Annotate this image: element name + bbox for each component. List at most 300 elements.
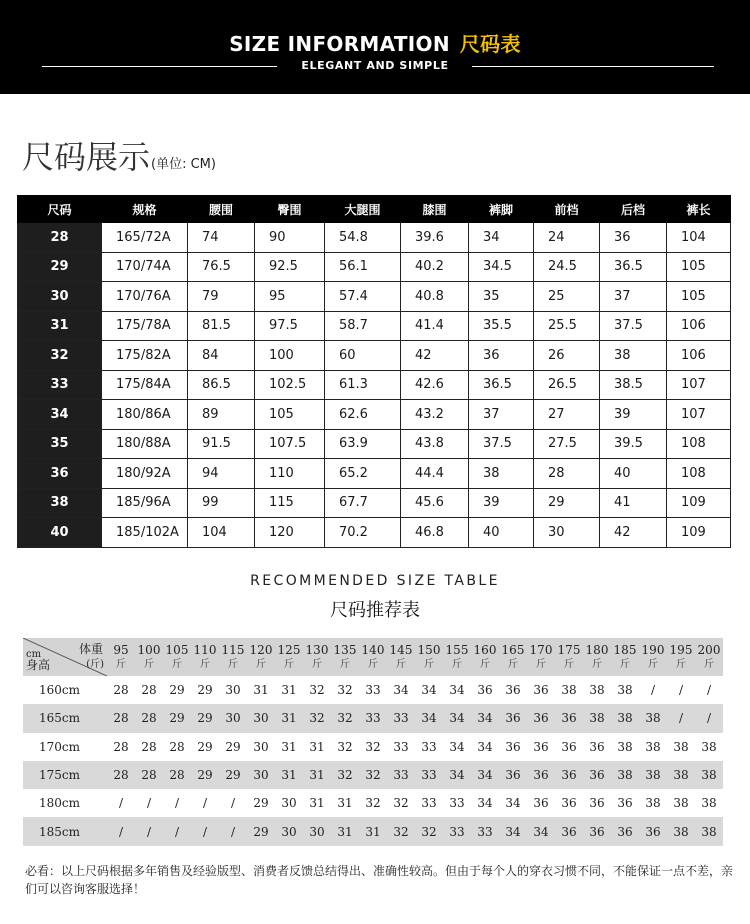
recommend-row: [23, 676, 723, 704]
size-table-row: [18, 488, 731, 518]
recommended-size-cell: 29: [169, 683, 185, 698]
recommended-size-cell: 34: [415, 704, 443, 732]
size-table-cell: 105: [667, 252, 731, 282]
recommended-size-cell: 36: [533, 796, 549, 811]
size-table-row: [18, 311, 731, 341]
recommended-size-cell: 32: [337, 739, 353, 754]
size-table-cell: 185/102A: [102, 518, 188, 548]
corner-height-label: 身高: [26, 658, 51, 672]
weight-header-cell: [247, 638, 275, 676]
recommended-size-cell: 38: [667, 761, 695, 789]
recommended-size-cell: 29: [247, 817, 275, 845]
recommended-size-cell: /: [650, 683, 656, 698]
height-label-cell: 170cm: [39, 739, 81, 754]
weight-value: 190: [641, 642, 665, 657]
recommended-size-cell: 36: [555, 704, 583, 732]
recommended-size-cell: 30: [281, 796, 297, 811]
weight-unit: 斤: [452, 658, 462, 670]
size-table-row: [18, 429, 731, 459]
weight-unit: 斤: [368, 658, 378, 670]
weight-header-cell: [555, 638, 583, 676]
size-table-cell: 42: [600, 518, 667, 548]
size-table-cell: 58.7: [325, 311, 401, 341]
size-table-cell: 36.5: [600, 252, 667, 282]
size-label-cell: 40: [18, 518, 102, 548]
recommend-row: [23, 761, 723, 789]
recommended-size-cell: 36: [505, 683, 521, 698]
size-table-row: [18, 223, 731, 253]
recommended-size-cell: 36: [583, 761, 611, 789]
size-table-cell: 165/72A: [102, 223, 188, 253]
recommended-size-cell: 32: [365, 739, 381, 754]
recommended-size-cell: 30: [247, 761, 275, 789]
size-table-cell: 26: [534, 341, 600, 371]
recommended-size-cell: 36: [611, 817, 639, 845]
weight-value: 130: [305, 642, 329, 657]
recommended-size-cell: 29: [191, 761, 219, 789]
recommended-size-cell: 31: [281, 739, 297, 754]
size-table-cell: 57.4: [325, 282, 401, 312]
recommended-size-cell: 34: [505, 796, 521, 811]
weight-header-cell: [667, 638, 695, 676]
recommended-size-cell: 36: [639, 817, 667, 845]
size-table-cell: 94: [188, 459, 255, 489]
recommended-size-cell: 32: [331, 761, 359, 789]
size-table-cell: 38: [469, 459, 534, 489]
recommended-size-cell: /: [678, 683, 684, 698]
recommended-size-cell: 34: [499, 817, 527, 845]
weight-header-cell: [107, 638, 135, 676]
size-table-cell: 79: [188, 282, 255, 312]
recommended-size-cell: 31: [253, 683, 269, 698]
recommended-size-cell: 38: [701, 739, 717, 754]
size-table-cell: 175/78A: [102, 311, 188, 341]
size-table-cell: 175/82A: [102, 341, 188, 371]
size-section-unit: (单位: CM): [151, 157, 216, 172]
header-banner: [0, 0, 750, 94]
recommended-size-cell: 38: [695, 761, 723, 789]
size-table-cell: 36: [600, 223, 667, 253]
size-table-cell: 30: [534, 518, 600, 548]
size-table-cell: 63.9: [325, 429, 401, 459]
weight-value: 110: [193, 642, 217, 657]
size-table-cell: 36.5: [469, 370, 534, 400]
recommended-size-cell: 31: [309, 739, 325, 754]
size-table-header-cell: 尺码: [18, 196, 102, 223]
size-table-cell: 95: [255, 282, 325, 312]
size-table-cell: 115: [255, 488, 325, 518]
size-table-cell: 34: [469, 223, 534, 253]
recommended-size-cell: 32: [359, 761, 387, 789]
size-table-cell: 175/84A: [102, 370, 188, 400]
size-table-cell: 84: [188, 341, 255, 371]
weight-header-cell: [611, 638, 639, 676]
size-label-cell: 35: [18, 429, 102, 459]
recommended-size-cell: 28: [141, 683, 157, 698]
banner-divider-right: [472, 66, 714, 67]
weight-value: 175: [557, 642, 581, 657]
weight-value: 140: [361, 642, 385, 657]
recommended-size-cell: 33: [387, 761, 415, 789]
size-table-cell: 76.5: [188, 252, 255, 282]
weight-unit: 斤: [144, 658, 154, 670]
weight-header-cell: [527, 638, 555, 676]
weight-unit: 斤: [592, 658, 602, 670]
recommended-size-cell: 32: [365, 796, 381, 811]
recommended-size-cell: 34: [443, 761, 471, 789]
recommended-size-cell: 28: [107, 704, 135, 732]
weight-header-cell: [303, 638, 331, 676]
weight-unit: 斤: [508, 658, 518, 670]
size-table-cell: 61.3: [325, 370, 401, 400]
recommend-title-cn: 尺码推荐表: [330, 600, 420, 621]
recommended-size-cell: /: [202, 796, 208, 811]
recommended-size-cell: 28: [107, 761, 135, 789]
size-table-cell: 37.5: [469, 429, 534, 459]
notice-text: 必看：以上尺码根据多年销售及经验版型、消费者反馈总结得出、准确性较高。但由于每个人的穿衣习惯不同，不能保证一点不差，亲们可以咨询客服选择！: [25, 864, 734, 896]
corner-jin-label: (斤): [86, 659, 104, 670]
recommended-size-cell: 36: [561, 739, 577, 754]
recommend-row: [23, 789, 723, 817]
recommended-size-cell: /: [107, 817, 135, 845]
banner-title: [0, 28, 750, 57]
weight-header-cell: [219, 638, 247, 676]
size-table-cell: 41.4: [401, 311, 469, 341]
recommended-size-cell: 29: [219, 761, 247, 789]
weight-unit: 斤: [564, 658, 574, 670]
size-table-row: [18, 282, 731, 312]
size-label-cell: 31: [18, 311, 102, 341]
recommended-size-cell: 38: [611, 761, 639, 789]
size-table-row: [18, 341, 731, 371]
weight-value: 165: [501, 642, 525, 657]
recommended-size-cell: 36: [533, 739, 549, 754]
recommended-size-cell: /: [118, 796, 124, 811]
recommend-table: [23, 638, 723, 846]
size-section-heading: 尺码展示: [22, 138, 151, 176]
size-table-cell: 62.6: [325, 400, 401, 430]
size-table-cell: 92.5: [255, 252, 325, 282]
size-table-cell: 24.5: [534, 252, 600, 282]
recommended-size-cell: 33: [365, 683, 381, 698]
recommended-size-cell: 34: [449, 739, 465, 754]
recommended-size-cell: /: [135, 817, 163, 845]
size-table-cell: 39.6: [401, 223, 469, 253]
weight-value: 180: [585, 642, 609, 657]
weight-unit: 斤: [480, 658, 490, 670]
weight-value: 95: [113, 642, 129, 657]
recommended-size-cell: 34: [471, 761, 499, 789]
recommended-size-cell: 38: [589, 683, 605, 698]
banner-subtitle: ELEGANT AND SIMPLE: [301, 59, 449, 72]
recommended-size-cell: 38: [583, 704, 611, 732]
size-table-cell: 180/86A: [102, 400, 188, 430]
recommended-size-cell: 36: [499, 704, 527, 732]
recommended-size-cell: 36: [589, 739, 605, 754]
recommended-size-cell: 36: [561, 796, 577, 811]
recommended-size-cell: 30: [303, 817, 331, 845]
size-table-cell: 109: [667, 488, 731, 518]
recommended-size-cell: 38: [645, 796, 661, 811]
weight-value: 120: [249, 642, 273, 657]
size-table-cell: 54.8: [325, 223, 401, 253]
recommended-size-cell: 32: [393, 796, 409, 811]
size-table-cell: 86.5: [188, 370, 255, 400]
size-table-row: [18, 252, 731, 282]
size-table-cell: 60: [325, 341, 401, 371]
size-table-cell: 185/96A: [102, 488, 188, 518]
recommended-size-cell: /: [667, 704, 695, 732]
weight-unit: 斤: [536, 658, 546, 670]
recommended-size-cell: 34: [443, 704, 471, 732]
weight-unit: 斤: [312, 658, 322, 670]
size-table-cell: 29: [534, 488, 600, 518]
size-table-cell: 67.7: [325, 488, 401, 518]
weight-header-cell: [387, 638, 415, 676]
weight-unit: 斤: [676, 658, 686, 670]
size-table-cell: 27: [534, 400, 600, 430]
size-table-cell: 35: [469, 282, 534, 312]
recommended-size-cell: 36: [555, 817, 583, 845]
recommended-size-cell: 29: [191, 704, 219, 732]
recommended-size-cell: 28: [169, 739, 185, 754]
size-table-cell: 105: [667, 282, 731, 312]
size-table-cell: 25: [534, 282, 600, 312]
weight-header-cell: [163, 638, 191, 676]
recommended-size-cell: /: [191, 817, 219, 845]
weight-header-cell: [583, 638, 611, 676]
size-table-cell: 40: [600, 459, 667, 489]
recommended-size-cell: 31: [331, 817, 359, 845]
recommended-size-cell: 38: [645, 739, 661, 754]
recommended-size-cell: 32: [303, 704, 331, 732]
size-table-cell: 40.8: [401, 282, 469, 312]
recommended-size-cell: 38: [611, 704, 639, 732]
size-table-cell: 104: [188, 518, 255, 548]
recommend-table-header: [23, 638, 723, 676]
recommended-size-cell: 28: [113, 683, 129, 698]
weight-header-cell: [415, 638, 443, 676]
recommended-size-cell: 31: [337, 796, 353, 811]
recommended-size-cell: 38: [561, 683, 577, 698]
recommended-size-cell: 33: [359, 704, 387, 732]
recommended-size-cell: 38: [639, 761, 667, 789]
recommended-size-cell: 33: [443, 817, 471, 845]
recommended-size-cell: 36: [555, 761, 583, 789]
size-table-cell: 40: [469, 518, 534, 548]
recommended-size-cell: 28: [113, 739, 129, 754]
size-table-cell: 42.6: [401, 370, 469, 400]
corner-weight-label: 体重: [78, 642, 103, 656]
weight-header-cell: [331, 638, 359, 676]
banner-title-en: SIZE INFORMATION: [229, 32, 450, 56]
recommended-size-cell: 36: [477, 683, 493, 698]
weight-unit: 斤: [340, 658, 350, 670]
size-table-header-cell: 前档: [534, 196, 600, 223]
recommended-size-cell: /: [163, 817, 191, 845]
size-table-cell: 90: [255, 223, 325, 253]
size-label-cell: 34: [18, 400, 102, 430]
recommended-size-cell: 30: [247, 704, 275, 732]
size-label-cell: 29: [18, 252, 102, 282]
size-table-cell: 104: [667, 223, 731, 253]
size-label-cell: 36: [18, 459, 102, 489]
recommended-size-cell: 29: [197, 683, 213, 698]
size-table-cell: 120: [255, 518, 325, 548]
recommended-size-cell: 30: [219, 704, 247, 732]
size-table-cell: 37: [469, 400, 534, 430]
size-table-cell: 180/92A: [102, 459, 188, 489]
recommended-size-cell: 31: [275, 761, 303, 789]
recommended-size-cell: 38: [639, 704, 667, 732]
recommended-size-cell: 28: [135, 704, 163, 732]
size-table-cell: 106: [667, 311, 731, 341]
recommended-size-cell: 36: [583, 817, 611, 845]
recommended-size-cell: 29: [197, 739, 213, 754]
size-table-row: [18, 370, 731, 400]
recommended-size-cell: 38: [667, 817, 695, 845]
recommended-size-cell: 33: [387, 704, 415, 732]
weight-value: 145: [389, 642, 413, 657]
size-table-cell: 46.8: [401, 518, 469, 548]
size-table-cell: 170/76A: [102, 282, 188, 312]
weight-unit: 斤: [172, 658, 182, 670]
recommended-size-cell: 32: [415, 817, 443, 845]
size-label-cell: 38: [18, 488, 102, 518]
recommended-size-cell: 34: [527, 817, 555, 845]
weight-unit: 斤: [116, 658, 126, 670]
recommended-size-cell: /: [146, 796, 152, 811]
size-table-cell: 108: [667, 459, 731, 489]
size-table-cell: 39: [469, 488, 534, 518]
size-label-cell: 28: [18, 223, 102, 253]
size-table-cell: 65.2: [325, 459, 401, 489]
size-table-cell: 24: [534, 223, 600, 253]
size-table-cell: 109: [667, 518, 731, 548]
weight-unit: 斤: [648, 658, 658, 670]
recommended-size-cell: 32: [331, 704, 359, 732]
size-table-cell: 108: [667, 429, 731, 459]
size-table-row: [18, 518, 731, 548]
recommended-size-cell: 38: [673, 739, 689, 754]
recommended-size-cell: 32: [337, 683, 353, 698]
size-table-cell: 25.5: [534, 311, 600, 341]
weight-header-cell: [639, 638, 667, 676]
recommended-size-cell: 36: [617, 796, 633, 811]
recommended-size-cell: 31: [275, 704, 303, 732]
weight-header-cell: [471, 638, 499, 676]
recommended-size-cell: 34: [477, 796, 493, 811]
height-label-cell: 165cm: [23, 704, 107, 732]
size-table-cell: 38.5: [600, 370, 667, 400]
size-table-cell: 28: [534, 459, 600, 489]
recommended-size-cell: 29: [225, 739, 241, 754]
size-table-cell: 36: [469, 341, 534, 371]
size-table-cell: 110: [255, 459, 325, 489]
size-table-cell: 70.2: [325, 518, 401, 548]
recommended-size-cell: 33: [449, 796, 465, 811]
recommended-size-cell: 30: [275, 817, 303, 845]
size-table-cell: 100: [255, 341, 325, 371]
recommended-size-cell: 34: [449, 683, 465, 698]
recommended-size-cell: 32: [387, 817, 415, 845]
recommended-size-cell: 36: [527, 761, 555, 789]
recommended-size-cell: 31: [359, 817, 387, 845]
weight-value: 115: [221, 642, 245, 657]
recommended-size-cell: 36: [505, 739, 521, 754]
size-table-cell: 99: [188, 488, 255, 518]
size-table-cell: 89: [188, 400, 255, 430]
size-table-cell: 27.5: [534, 429, 600, 459]
weight-header-cell: [359, 638, 387, 676]
recommended-size-cell: 32: [309, 683, 325, 698]
size-label-cell: 32: [18, 341, 102, 371]
recommended-size-cell: 34: [421, 683, 437, 698]
size-table-cell: 180/88A: [102, 429, 188, 459]
recommended-size-cell: 33: [421, 739, 437, 754]
size-label-cell: 30: [18, 282, 102, 312]
recommended-size-cell: 33: [393, 739, 409, 754]
size-table-cell: 74: [188, 223, 255, 253]
weight-value: 185: [613, 642, 637, 657]
recommended-size-cell: 31: [281, 683, 297, 698]
weight-header-cell: [695, 638, 723, 676]
size-table-cell: 42: [401, 341, 469, 371]
recommended-size-cell: 34: [471, 704, 499, 732]
height-label-cell: 185cm: [23, 817, 107, 845]
recommended-size-cell: /: [695, 704, 723, 732]
size-table-header-cell: 后档: [600, 196, 667, 223]
size-table-cell: 107.5: [255, 429, 325, 459]
weight-unit: 斤: [284, 658, 294, 670]
size-table-cell: 102.5: [255, 370, 325, 400]
size-table-cell: 105: [255, 400, 325, 430]
weight-unit: 斤: [620, 658, 630, 670]
size-table-header-cell: 腰围: [188, 196, 255, 223]
size-table-cell: 26.5: [534, 370, 600, 400]
recommended-size-cell: 36: [589, 796, 605, 811]
size-table-cell: 35.5: [469, 311, 534, 341]
size-table-cell: 97.5: [255, 311, 325, 341]
size-table-header-cell: 膝围: [401, 196, 469, 223]
recommended-size-cell: 28: [135, 761, 163, 789]
weight-unit: 斤: [228, 658, 238, 670]
size-table-cell: 37: [600, 282, 667, 312]
weight-header-cell: [499, 638, 527, 676]
weight-header-cell: [135, 638, 163, 676]
recommend-row: [23, 704, 723, 732]
recommend-row: [23, 733, 723, 761]
weight-value: 135: [333, 642, 357, 657]
recommended-size-cell: 36: [533, 683, 549, 698]
recommended-size-cell: 34: [393, 683, 409, 698]
recommended-size-cell: 36: [527, 704, 555, 732]
recommend-title-en: RECOMMENDED SIZE TABLE: [250, 573, 500, 589]
recommended-size-cell: /: [219, 817, 247, 845]
weight-value: 200: [697, 642, 721, 657]
size-table-cell: 40.2: [401, 252, 469, 282]
size-table-cell: 107: [667, 370, 731, 400]
size-table-cell: 43.8: [401, 429, 469, 459]
recommended-size-cell: 31: [309, 796, 325, 811]
size-table-header-cell: 裤长: [667, 196, 731, 223]
recommended-size-cell: 33: [415, 761, 443, 789]
weight-value: 155: [445, 642, 469, 657]
size-table-cell: 34.5: [469, 252, 534, 282]
size-section-title: [22, 132, 216, 178]
weight-unit: 斤: [424, 658, 434, 670]
weight-value: 150: [417, 642, 441, 657]
